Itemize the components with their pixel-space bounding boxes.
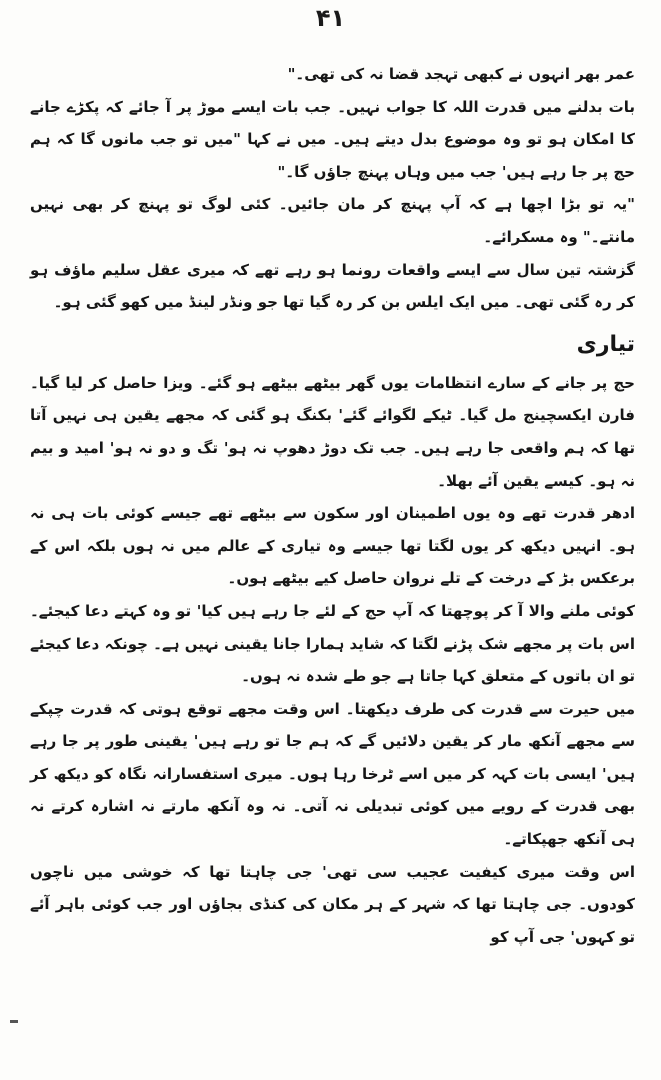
paragraph: حج پر جانے کے سارے انتظامات یوں گھر بیٹھے بیٹھے ہو گئے۔ ویزا حاصل کر لیا گیا۔ فارن ایکسچینج مل گیا۔ ٹیکے لگوائے گئے' بکنگ ہو گئی کہ مجھے یقین ہی نہیں آتا تھا کہ ہم واقعی جا رہے ہیں۔ جب تک دوڑ دھوپ نہ ہو' تگ و دو نہ ہو' امید و بیم نہ ہو۔ کیسے یقین آئے بھلا۔ (30, 373, 635, 490)
paragraph: ادھر قدرت تھے وہ یوں اطمینان اور سکون سے بیٹھے تھے جیسے کوئی بات ہی نہ ہو۔ انہیں دیکھ کر یوں لگتا تھا جیسے وہ تیاری کے عالم میں نہ ہوں بلکہ اس کے برعکس بڑ کے درخت کے تلے نروان حاصل کیے بیٹھے ہوں۔ (30, 504, 635, 588)
paragraph: اس وقت میری کیفیت عجیب سی تھی' جی چاہتا تھا کہ خوشی میں ناچوں کودوں۔ جی چاہتا تھا کہ شہر کے ہر مکان کی کنڈی بجاؤں اور جب کوئی باہر آئے تو کہوں' جی آپ کو (30, 862, 635, 946)
paragraph: "یہ تو بڑا اچھا ہے کہ آپ پہنچ کر مان جائیں۔ کئی لوگ تو پہنچ کر بھی نہیں مانتے۔" وہ مسکرائے۔ (30, 195, 635, 246)
page-number: ۴۱ (315, 4, 346, 32)
section-heading: تیاری (576, 331, 635, 357)
scan-mark (10, 1020, 18, 1023)
paragraph: گزشتہ تین سال سے ایسے واقعات رونما ہو رہے تھے کہ میری عقل سلیم ماؤف ہو کر رہ گئی تھی۔ میں ایک ایلس بن کر رہ گیا تھا جو ونڈر لینڈ میں کھو گئی ہو۔ (30, 260, 635, 312)
paragraph: میں حیرت سے قدرت کی طرف دیکھتا۔ اس وقت مجھے توقع ہوتی کہ قدرت چپکے سے مجھے آنکھ مار کر یقین دلائیں گے کہ ہم جا تو رہے ہیں' یقینی طور پر جا رہے ہیں' ایسی بات کہہ کر میں اسے ٹرخا رہا ہوں۔ میری استفسارانہ نگاہ کو دیکھ کر بھی قدرت کے رویے میں کوئی تبدیلی نہ آتی۔ نہ وہ آنکھ مارتے نہ اشارہ کرتے نہ ہی آنکھ جھپکاتے۔ (30, 699, 635, 849)
paragraph: بات بدلنے میں قدرت اللہ کا جواب نہیں۔ جب بات ایسے موڑ پر آ جائے کہ پکڑے جانے کا امکان ہو تو وہ موضوع بدل دیتے ہیں۔ میں نے کہا "میں تو جب مانوں گا کہ ہم حج پر جا رہے ہیں' جب میں وہاں پہنچ جاؤں گا۔" (30, 97, 635, 181)
paragraph: عمر بھر انہوں نے کبھی تہجد قضا نہ کی تھی۔" (287, 65, 635, 83)
page-body (30, 58, 635, 953)
paragraph: کوئی ملنے والا آ کر پوچھتا کہ آپ حج کے لئے جا رہے ہیں کیا' تو وہ کہتے دعا کیجئے۔ اس بات پر مجھے شک پڑنے لگتا کہ شاید ہمارا جانا یقینی نہیں ہے۔ چونکہ دعا کیجئے تو ان باتوں کے متعلق کہا جاتا ہے جو طے شدہ نہ ہوں۔ (29, 601, 635, 686)
